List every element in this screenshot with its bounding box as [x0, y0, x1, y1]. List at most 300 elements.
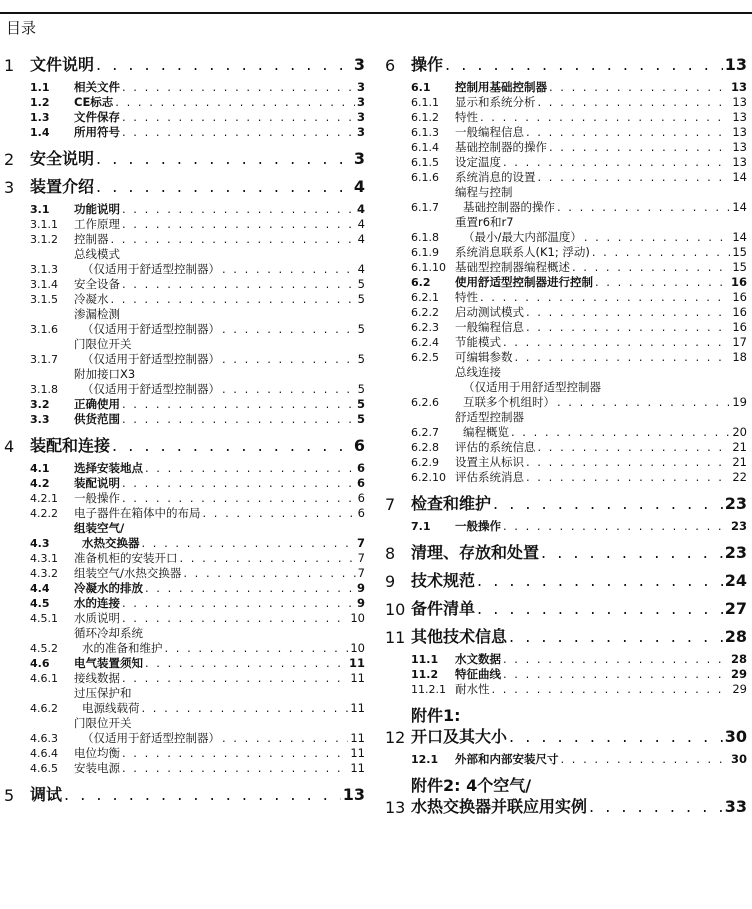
title-line: [74, 461, 365, 476]
title-text: 检查和维护: [411, 494, 492, 513]
title-text: 安全设备: [74, 277, 120, 291]
section-number: 3.1.5: [30, 293, 58, 306]
title-line: [455, 519, 747, 534]
section-number: 4.2.2: [30, 507, 58, 520]
dot-leader: [503, 519, 729, 534]
toc-entry[interactable]: [0, 397, 365, 412]
page-number: 5: [356, 397, 365, 411]
toc-entry[interactable]: [381, 245, 747, 260]
title-line: [74, 247, 365, 262]
toc-entry[interactable]: [0, 367, 365, 397]
title-text: 一般编程信息: [455, 125, 524, 139]
page-number: 9: [356, 581, 365, 595]
title-line: [74, 551, 365, 566]
title-text: 重置r6和r7: [455, 215, 514, 229]
toc-entry[interactable]: [0, 412, 365, 427]
section-title: [455, 215, 747, 245]
page-number: 14: [732, 170, 747, 184]
section-number: 6.1.2: [411, 111, 439, 124]
dot-leader: [142, 536, 355, 551]
title-line: [74, 686, 365, 701]
section-number: 6.1.4: [411, 141, 439, 154]
toc-entry[interactable]: [381, 682, 747, 697]
section-number: 6.2: [411, 276, 431, 289]
toc-section-group: [0, 461, 365, 776]
section-title: [74, 217, 365, 232]
toc-section-group: [381, 652, 747, 697]
section-number: 4.3: [30, 537, 50, 550]
title-text: 耐水性: [455, 682, 490, 696]
toc-chapter[interactable]: [381, 542, 747, 563]
title-line: [74, 596, 365, 611]
chapter-title: [411, 493, 747, 514]
toc-entry[interactable]: [381, 335, 747, 350]
title-line: [455, 652, 747, 667]
toc-entry[interactable]: [381, 350, 747, 365]
title-text: 电源线载荷: [82, 701, 140, 715]
toc-entry[interactable]: [0, 491, 365, 506]
section-number: 4.1: [30, 462, 50, 475]
toc-entry[interactable]: [0, 716, 365, 746]
toc-entry[interactable]: [381, 365, 747, 410]
title-line: [74, 536, 365, 551]
dot-leader: [493, 493, 723, 514]
page-number: 13: [732, 125, 747, 139]
section-title: [74, 80, 365, 95]
toc-entry[interactable]: [381, 110, 747, 125]
section-title: [455, 652, 747, 667]
page-number: 29: [732, 682, 747, 696]
section-number: 4.5.2: [30, 642, 58, 655]
title-line: [74, 110, 365, 125]
section-title: [455, 185, 747, 215]
section-number: 1.3: [30, 111, 50, 124]
toc-section-group: [381, 519, 747, 534]
chapter-number: 9: [385, 572, 396, 591]
section-title: [74, 292, 365, 307]
page-number: 5: [357, 292, 365, 306]
title-line: [455, 275, 747, 290]
title-line: [455, 140, 747, 155]
toc-entry[interactable]: [0, 671, 365, 686]
title-text: 设定温度: [455, 155, 501, 169]
toc-entry[interactable]: [381, 125, 747, 140]
section-title: [455, 275, 747, 290]
dot-leader: [477, 598, 723, 619]
chapter-title: [411, 705, 747, 747]
title-text: 一般操作: [455, 519, 501, 533]
chapter-title: [411, 570, 747, 591]
page-number: 17: [732, 335, 747, 349]
chapter-title: [411, 626, 747, 647]
title-text: 显示和系统分析: [455, 95, 536, 109]
title-text: 安装电源: [74, 761, 120, 775]
dot-leader: [477, 570, 723, 591]
chapter-number: 13: [385, 798, 406, 817]
toc-entry[interactable]: [0, 476, 365, 491]
title-line: [74, 125, 365, 140]
title-text: 基础控制器的操作: [455, 140, 547, 154]
section-title: [74, 307, 365, 337]
toc-entry[interactable]: [381, 470, 747, 485]
toc-entry[interactable]: [0, 292, 365, 307]
dot-leader: [122, 202, 355, 217]
toc-entry[interactable]: [0, 686, 365, 716]
section-title: [74, 461, 365, 476]
title-text: 特征曲线: [455, 667, 501, 681]
page-number: 11: [350, 746, 365, 760]
title-line: [455, 350, 747, 365]
toc-entry[interactable]: [381, 155, 747, 170]
toc-entry[interactable]: [0, 761, 365, 776]
title-line: [455, 440, 747, 455]
toc-entry[interactable]: [0, 611, 365, 626]
toc-entry[interactable]: [0, 125, 365, 140]
toc-entry[interactable]: [0, 521, 365, 551]
dot-leader: [122, 80, 355, 95]
page-number: 6: [357, 491, 365, 505]
page-number: 11: [348, 656, 365, 670]
toc-entry[interactable]: [0, 626, 365, 656]
chapter-number: 8: [385, 544, 396, 563]
dot-leader: [503, 335, 730, 350]
dot-leader: [115, 95, 355, 110]
title-text: 水的连接: [74, 596, 120, 610]
page-number: 3: [356, 125, 365, 139]
section-number: 1.1: [30, 81, 50, 94]
dot-leader: [526, 320, 730, 335]
title-text: 基础型控制器编程概述: [455, 260, 570, 274]
toc-entry[interactable]: [0, 247, 365, 277]
section-title: [74, 686, 365, 716]
title-line: [74, 626, 365, 641]
toc-entry[interactable]: [381, 652, 747, 667]
toc-entry[interactable]: [381, 170, 747, 185]
title-text: （仅适用于用舒适型控制器: [463, 380, 601, 394]
section-number: 6.1.1: [411, 96, 439, 109]
title-line: [455, 320, 747, 335]
section-title: [455, 170, 747, 185]
page-number: 23: [730, 519, 747, 533]
title-line: [30, 176, 365, 197]
page-number: 3: [353, 149, 365, 168]
toc-entry[interactable]: [381, 215, 747, 245]
section-number: 6.2.1: [411, 291, 439, 304]
toc-chapter[interactable]: [381, 626, 747, 647]
title-text: 备件清单: [411, 599, 476, 618]
title-text: 组装空气/水热交换器: [74, 566, 182, 580]
dot-leader: [561, 752, 729, 767]
toc-chapter[interactable]: [0, 54, 365, 75]
section-title: [455, 110, 747, 125]
title-line: [455, 335, 747, 350]
section-number: 3.1.6: [30, 323, 58, 336]
toc-section-group: [381, 752, 747, 767]
toc-entry[interactable]: [0, 461, 365, 476]
toc-entry[interactable]: [0, 337, 365, 367]
title-text: 控制器: [74, 232, 109, 246]
section-title: [74, 716, 365, 746]
dot-leader: [526, 455, 730, 470]
section-number: 4.6.4: [30, 747, 58, 760]
dot-leader: [503, 667, 729, 682]
section-title: [455, 455, 747, 470]
title-line: [74, 731, 365, 746]
page-number: 13: [724, 55, 747, 74]
title-line: [74, 701, 365, 716]
title-text: 接线数据: [74, 671, 120, 685]
title-line: [455, 305, 747, 320]
section-number: 6.1.6: [411, 171, 439, 184]
title-text: 过压保护和: [74, 686, 132, 700]
toc-entry[interactable]: [381, 320, 747, 335]
page-number: 4: [353, 177, 365, 196]
toc-entry[interactable]: [0, 746, 365, 761]
dot-leader: [541, 542, 723, 563]
toc-entry[interactable]: [0, 656, 365, 671]
title-line: [74, 476, 365, 491]
title-text: 循环冷却系统: [74, 626, 143, 640]
title-line: [74, 656, 365, 671]
section-title: [74, 476, 365, 491]
page-number: 15: [732, 245, 747, 259]
section-title: [455, 682, 747, 697]
section-title: [74, 566, 365, 581]
section-number: 4.5: [30, 597, 50, 610]
section-title: [455, 155, 747, 170]
section-number: 6.1.7: [411, 201, 439, 214]
dot-leader: [122, 217, 356, 232]
title-text: 电子器件在箱体中的布局: [74, 506, 201, 520]
title-text: 特性: [455, 110, 478, 124]
title-text: 门限位开关: [74, 337, 132, 351]
title-line: [455, 395, 747, 410]
dot-leader: [145, 461, 355, 476]
toc-entry[interactable]: [0, 217, 365, 232]
dot-leader: [122, 277, 356, 292]
page-number: 5: [356, 412, 365, 426]
page-number: 3: [356, 80, 365, 94]
title-line: [74, 581, 365, 596]
chapter-number: 1: [4, 56, 15, 75]
title-text: 舒适型控制器: [455, 410, 524, 424]
page-number: 16: [732, 290, 747, 304]
toc-chapter[interactable]: [381, 775, 747, 817]
toc-entry[interactable]: [0, 551, 365, 566]
toc-entry[interactable]: [381, 455, 747, 470]
page-number: 11: [350, 671, 365, 685]
title-text: 总线模式: [74, 247, 120, 261]
dot-leader: [538, 95, 731, 110]
page-number: 13: [732, 155, 747, 169]
section-number: 3.1.8: [30, 383, 58, 396]
chapter-title: [30, 176, 365, 197]
dot-leader: [112, 435, 352, 456]
toc-entry[interactable]: [0, 506, 365, 521]
dot-leader: [122, 671, 348, 686]
title-text: 相关文件: [74, 80, 120, 94]
toc-entry[interactable]: [381, 290, 747, 305]
toc-entry[interactable]: [0, 80, 365, 95]
toc-chapter[interactable]: [381, 570, 747, 591]
toc-entry[interactable]: [0, 95, 365, 110]
dot-leader: [122, 110, 355, 125]
chapter-number: 10: [385, 600, 406, 619]
toc-entry[interactable]: [0, 277, 365, 292]
section-number: 12.1: [411, 753, 439, 766]
toc-entry[interactable]: [0, 232, 365, 247]
dot-leader: [111, 232, 356, 247]
title-text: 电气装置须知: [74, 656, 143, 670]
section-title: [74, 746, 365, 761]
toc-chapter[interactable]: [0, 435, 365, 456]
title-line: [455, 200, 747, 215]
section-number: 6.1.5: [411, 156, 439, 169]
dot-leader: [122, 491, 356, 506]
title-text: 所用符号: [74, 125, 120, 139]
toc-entry[interactable]: [0, 596, 365, 611]
toc-entry[interactable]: [381, 185, 747, 215]
toc-entry[interactable]: [381, 440, 747, 455]
dot-leader: [96, 148, 352, 169]
section-title: [455, 290, 747, 305]
toc-entry[interactable]: [381, 519, 747, 534]
toc-entry[interactable]: [381, 305, 747, 320]
title-line: [411, 570, 747, 591]
toc-chapter[interactable]: [381, 705, 747, 747]
dot-leader: [592, 245, 730, 260]
section-number: 6.2.8: [411, 441, 439, 454]
title-text: 安全说明: [30, 149, 95, 168]
page-number: 5: [357, 382, 365, 396]
toc-entry[interactable]: [0, 581, 365, 596]
title-text: 冷凝水: [74, 292, 109, 306]
page-title: 目录: [6, 19, 37, 37]
title-text: 工作原理: [74, 217, 120, 231]
page-number: 13: [730, 80, 747, 94]
title-text: 基础控制器的操作: [463, 200, 555, 214]
page-number: 16: [732, 320, 747, 334]
title-line: [455, 455, 747, 470]
title-line: [74, 322, 365, 337]
toc-entry[interactable]: [0, 307, 365, 337]
page-number: 22: [732, 470, 747, 484]
title-line: [30, 54, 365, 75]
title-text: 调试: [30, 785, 63, 804]
page-number: 3: [356, 95, 365, 109]
section-number: 11.1: [411, 653, 439, 666]
toc-entry[interactable]: [381, 95, 747, 110]
page-number: 7: [357, 566, 365, 580]
section-number: 6.1.3: [411, 126, 439, 139]
toc-entry[interactable]: [381, 752, 747, 767]
dot-leader: [509, 726, 723, 747]
toc-entry[interactable]: [381, 140, 747, 155]
title-line: [74, 611, 365, 626]
title-line: [74, 521, 365, 536]
chapter-title: [411, 598, 747, 619]
section-title: [74, 337, 365, 367]
page-number: 10: [350, 641, 365, 655]
title-text: 装配和连接: [30, 436, 111, 455]
title-line: [74, 412, 365, 427]
toc-entry[interactable]: [381, 410, 747, 440]
toc-entry[interactable]: [381, 80, 747, 95]
dot-leader: [572, 260, 730, 275]
page-number: 21: [732, 440, 747, 454]
section-title: [74, 397, 365, 412]
section-title: [455, 320, 747, 335]
chapter-title: [411, 54, 747, 75]
page-number: 6: [353, 436, 365, 455]
dot-leader: [111, 292, 356, 307]
dot-leader: [180, 551, 356, 566]
title-text: （仅适用于舒适型控制器）: [82, 322, 220, 336]
toc-chapter[interactable]: [0, 148, 365, 169]
page-number: 29: [730, 667, 747, 681]
section-title: [74, 581, 365, 596]
toc-section-group: [0, 80, 365, 140]
toc-chapter[interactable]: [381, 54, 747, 75]
section-number: 6.2.10: [411, 471, 446, 484]
dot-leader: [122, 412, 355, 427]
section-title: [74, 247, 365, 277]
title-line: [74, 716, 365, 731]
title-line: [455, 260, 747, 275]
page-number: 9: [356, 596, 365, 610]
toc-right-column: [381, 54, 747, 824]
dot-leader: [589, 796, 723, 817]
title-text: 评估的系统信息: [455, 440, 536, 454]
section-title: [74, 232, 365, 247]
section-title: [455, 470, 747, 485]
dot-leader: [145, 581, 355, 596]
toc-entry[interactable]: [0, 110, 365, 125]
toc-section-group: [0, 202, 365, 427]
dot-leader: [480, 110, 730, 125]
dot-leader: [203, 506, 356, 521]
dot-leader: [122, 761, 348, 776]
section-title: [74, 521, 365, 551]
section-title: [74, 491, 365, 506]
toc-entry[interactable]: [381, 275, 747, 290]
page-number: 11: [350, 701, 365, 715]
title-line: [30, 148, 365, 169]
toc-entry[interactable]: [381, 667, 747, 682]
section-title: [74, 551, 365, 566]
page-number: 13: [732, 95, 747, 109]
toc-entry[interactable]: [381, 260, 747, 275]
title-text: 一般操作: [74, 491, 120, 505]
toc-chapter[interactable]: [0, 176, 365, 197]
toc-entry[interactable]: [0, 202, 365, 217]
section-title: [455, 260, 747, 275]
title-text: 选择安装地点: [74, 461, 143, 475]
toc-chapter[interactable]: [381, 598, 747, 619]
toc-chapter[interactable]: [0, 784, 365, 805]
dot-leader: [511, 425, 730, 440]
section-number: 6.2.6: [411, 396, 439, 409]
toc-entry[interactable]: [0, 566, 365, 581]
dot-leader: [122, 125, 355, 140]
title-line: [74, 506, 365, 521]
title-line: [455, 230, 747, 245]
title-line: [411, 775, 747, 796]
dot-leader: [64, 784, 341, 805]
dot-leader: [96, 54, 352, 75]
title-line: [74, 217, 365, 232]
toc-chapter[interactable]: [381, 493, 747, 514]
